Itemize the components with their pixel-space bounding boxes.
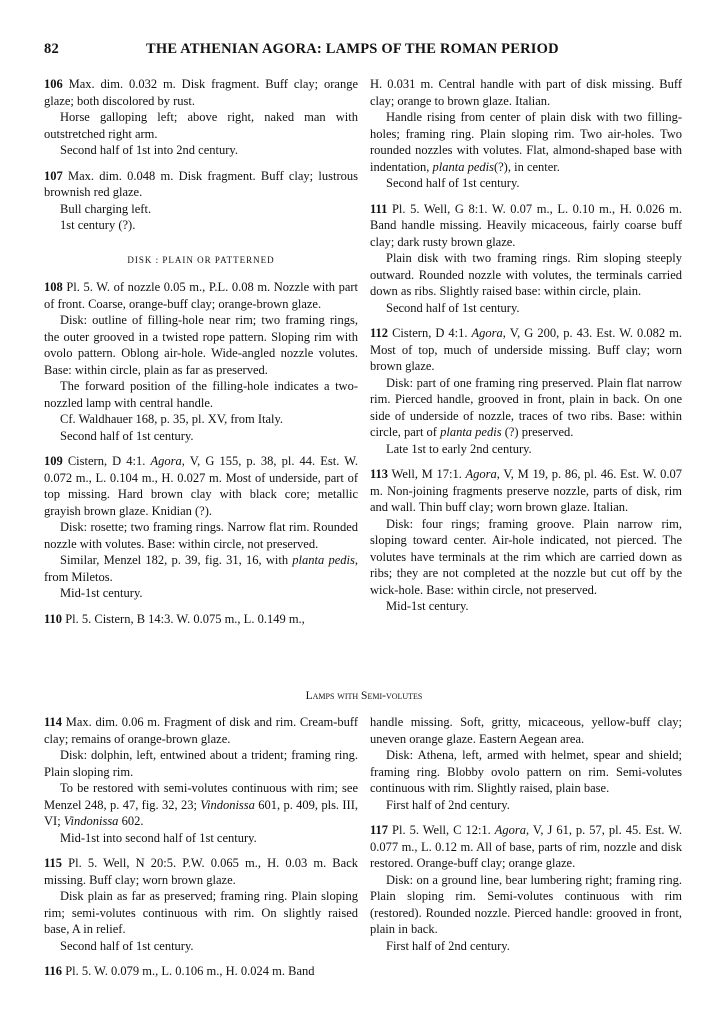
catalog-entry-111 — [370, 201, 682, 317]
entry-number: 112 — [370, 326, 389, 340]
publication-title: Agora — [471, 326, 503, 340]
catalog-entry-109 — [44, 453, 358, 602]
italic-term: planta pedis — [432, 159, 494, 174]
column-upper-right — [370, 76, 682, 615]
italic-term: planta pedis — [292, 553, 355, 567]
entry-decoration: Horse galloping left; above right, naked man with outstretched right arm. — [44, 110, 358, 141]
entry-date: Second half of 1st century. — [386, 300, 520, 315]
entry-description: Cistern, D 4:1. — [62, 454, 151, 468]
section-heading: Lamps with Semi-volutes — [305, 690, 423, 702]
catalog-entry-112 — [370, 325, 682, 457]
entry-date: Mid-1st century. — [60, 586, 143, 600]
entry-description: Well, M 17:1. — [388, 467, 466, 481]
entry-number: 106 — [44, 77, 63, 91]
column-lower-right — [370, 714, 682, 954]
entry-number: 111 — [370, 201, 388, 216]
page-title: THE ATHENIAN AGORA: LAMPS OF THE ROMAN PERIOD — [146, 41, 559, 57]
entry-number: 114 — [44, 715, 63, 729]
entry-number: 115 — [44, 856, 63, 870]
entry-description: Cistern, D 4:1. — [388, 326, 472, 340]
publication-title: Agora — [465, 467, 497, 481]
catalog-entry-108 — [44, 279, 358, 444]
entry-description: Max. dim. 0.048 m. Disk fragment. Buff clay; lustrous brownish red glaze. — [44, 168, 358, 199]
entry-comparison — [44, 552, 358, 585]
comparison-text: Similar, Menzel 182, p. 39, fig. 31, 16, with — [60, 553, 293, 567]
entry-date: Second half of 1st century. — [60, 428, 194, 443]
catalog-entry-106 — [44, 76, 358, 159]
italic-term: Vindonissa — [63, 814, 119, 828]
entry-description-cont: H. 0.031 m. Central handle with part of disk missing. Buff clay; orange to brown glaze. Italian. — [370, 77, 682, 108]
entry-description-cont: , V, G 200, p. 43. Est. W. 0.082 m. Most of top, much of underside missing. Buff clay; worn brown glaze. — [370, 326, 683, 373]
entry-decoration — [370, 375, 682, 441]
entry-decoration: Disk: rosette; two framing rings. Narrow flat rim. Rounded nozzle with volutes. Base: within circle, not preserved. — [44, 520, 358, 551]
entry-description-cont: , V, M 19, p. 86, pl. 46. Est. W. 0.07 m. Non-joining fragments preserve nozzle, parts of disk, rim and wall. Thin buff clay; worn brown glaze. Italian. — [370, 467, 682, 514]
entry-description-cont: , V, J 61, p. 57, pl. 45. Est. W. 0.077 m., L. 0.12 m. All of base, parts of rim, nozzle and disk restored. Orange-buff clay; orange glaze. — [370, 823, 682, 870]
entry-date: Second half of 1st into 2nd century. — [60, 143, 238, 157]
comparison-text-cont: , from Miletos. — [44, 553, 358, 584]
italic-term: planta pedis — [440, 425, 502, 439]
entry-comparison: Cf. Waldhauer 168, p. 35, pl. XV, from Italy. — [60, 412, 284, 426]
entry-decoration — [370, 109, 682, 175]
entry-number: 109 — [44, 454, 63, 468]
decoration-text-cont: (?), in center. — [493, 159, 560, 174]
entry-number: 117 — [370, 823, 389, 837]
column-upper-left — [44, 76, 358, 627]
entry-decoration: Disk: dolphin, left, entwined about a trident; framing ring. Plain sloping rim. — [44, 748, 358, 779]
comparison-text: To be restored with semi-volutes continuous with rim; see Menzel 248, p. 47, fig. 32, 23; — [44, 781, 358, 812]
entry-date: Late 1st to early 2nd century. — [386, 441, 532, 456]
entry-description-cont: , V, G 155, p. 38, pl. 44. Est. W. 0.072 m., L. 0.104 m., H. 0.027 m. Most of underside, part of top missing. Hard brown clay with black core; metallic grayish brown glaze. Knidian (?). — [44, 454, 359, 518]
entry-decoration: Bull charging left. — [60, 201, 152, 216]
entry-number: 110 — [44, 611, 63, 626]
entry-decoration: Disk plain as far as preserved; framing ring. Plain sloping rim; semi-volutes continuous with rim. On slightly raised base, A in relief. — [44, 889, 358, 936]
entry-description: Pl. 5. Cistern, B 14:3. W. 0.075 m., L. 0.149 m., — [62, 611, 305, 626]
entry-number: 108 — [44, 280, 63, 294]
entry-description: Pl. 5. W. 0.079 m., L. 0.106 m., H. 0.024 m. Band — [62, 964, 315, 978]
catalog-entry-116-continued — [370, 714, 682, 813]
catalog-entry-117 — [370, 822, 682, 954]
entry-date: First half of 2nd century. — [386, 797, 510, 812]
entry-description: Pl. 5. W. of nozzle 0.05 m., P.L. 0.08 m. Nozzle with part of front. Coarse, orange-buff clay; orange-brown glaze. — [44, 280, 358, 311]
entry-decoration: Disk: outline of filling-hole near rim; two framing rings, the outer grooved in a twisted rope pattern. Sloping rim with ovolo pattern. Oblong air-hole. Wide-angled nozzle volutes. Base: within circle, plain as far as preserved. — [44, 313, 358, 377]
entry-decoration: Plain disk with two framing rings. Rim sloping steeply outward. Rounded nozzle with volutes, the terminals carried down as ribs. Slightly raised base: within circle, plain. — [370, 251, 682, 298]
entry-description: Pl. 5. Well, C 12:1. — [388, 823, 495, 837]
entry-note: The forward position of the filling-hole indicates a two-nozzled lamp with central handle. — [44, 379, 358, 410]
page-number: 82 — [44, 41, 59, 57]
subsection-heading: DISK : PLAIN OR PATTERNED — [127, 254, 275, 265]
catalog-entry-114 — [44, 714, 358, 846]
entry-date: First half of 2nd century. — [386, 938, 510, 953]
entry-date: Second half of 1st century. — [386, 176, 520, 190]
running-head — [44, 41, 684, 61]
entry-date: Mid-1st century. — [386, 599, 469, 613]
column-lower-left — [44, 714, 358, 980]
entry-description: Max. dim. 0.06 m. Fragment of disk and rim. Cream-buff clay; remains of orange-brown glaze. — [44, 715, 358, 746]
entry-number: 116 — [44, 964, 63, 978]
entry-number: 107 — [44, 168, 63, 183]
publication-title: Agora — [494, 823, 527, 837]
entry-date: Second half of 1st century. — [60, 938, 194, 953]
entry-description: Max. dim. 0.032 m. Disk fragment. Buff clay; orange glaze; both discolored by rust. — [44, 77, 358, 108]
decoration-text-cont: (?) preserved. — [501, 425, 574, 439]
comparison-text-cont: 601, p. 409, pls. III, VI; — [44, 797, 358, 828]
decoration-text: Handle rising from center of plain disk with two filling-holes; framing ring. Plain sloping rim. Two air-holes. Two rounded nozzles with volutes. Flat, almond-shaped base with indentation, — [370, 110, 682, 174]
catalog-entry-116 — [44, 963, 358, 980]
comparison-text-end: 602. — [118, 814, 144, 828]
catalog-entry-110-continued — [370, 76, 682, 192]
entry-date: 1st century (?). — [60, 218, 136, 232]
entry-number: 113 — [370, 467, 389, 481]
entry-date: Mid-1st into second half of 1st century. — [60, 830, 257, 845]
entry-decoration: Disk: on a ground line, bear lumbering right; framing ring. Plain sloping rim. Semi-volutes continuous with rim (restored). Rounded nozzle. Pierced handle: grooved in front, plain in back. — [370, 872, 682, 936]
italic-term: Vindonissa — [200, 797, 255, 812]
entry-decoration: Disk: Athena, left, armed with helmet, spear and shield; framing ring. Blobby ovolo pattern on rim. Semi-volutes continuous with rim. Slightly raised, plain base. — [370, 748, 682, 795]
decoration-text: Disk: part of one framing ring preserved. Plain flat narrow rim. Pierced handle, grooved in front, plain in back. On one side of underside of nozzle, traces of two ribs. Base: within circle, part of — [370, 375, 682, 439]
entry-description-cont: handle missing. Soft, gritty, micaceous, yellow-buff clay; uneven orange glaze. Eastern Aegean area. — [370, 715, 682, 746]
entry-decoration: Disk: four rings; framing groove. Plain narrow rim, sloping toward center. Air-hole indicated, not pierced. The volutes have terminals at the rim which are carried down as ribs; they are not completed at the nozzle but cut off by the wick-hole. Base: within circle, not preserved. — [370, 516, 682, 597]
publication-title: Agora — [150, 454, 182, 468]
entry-description: Pl. 5. Well, N 20:5. P.W. 0.065 m., H. 0.03 m. Back missing. Buff clay; worn brown glaze. — [44, 856, 358, 887]
catalog-entry-107 — [44, 168, 358, 234]
catalog-entry-110 — [44, 611, 358, 628]
entry-description: Pl. 5. Well, G 8:1. W. 0.07 m., L. 0.10 m., H. 0.026 m. Band handle missing. Heavily micaceous, fairly coarse buff clay; dark rusty brown glaze. — [370, 201, 682, 249]
catalog-entry-113 — [370, 466, 682, 615]
catalog-entry-115 — [44, 855, 358, 954]
entry-comparison — [44, 780, 358, 830]
